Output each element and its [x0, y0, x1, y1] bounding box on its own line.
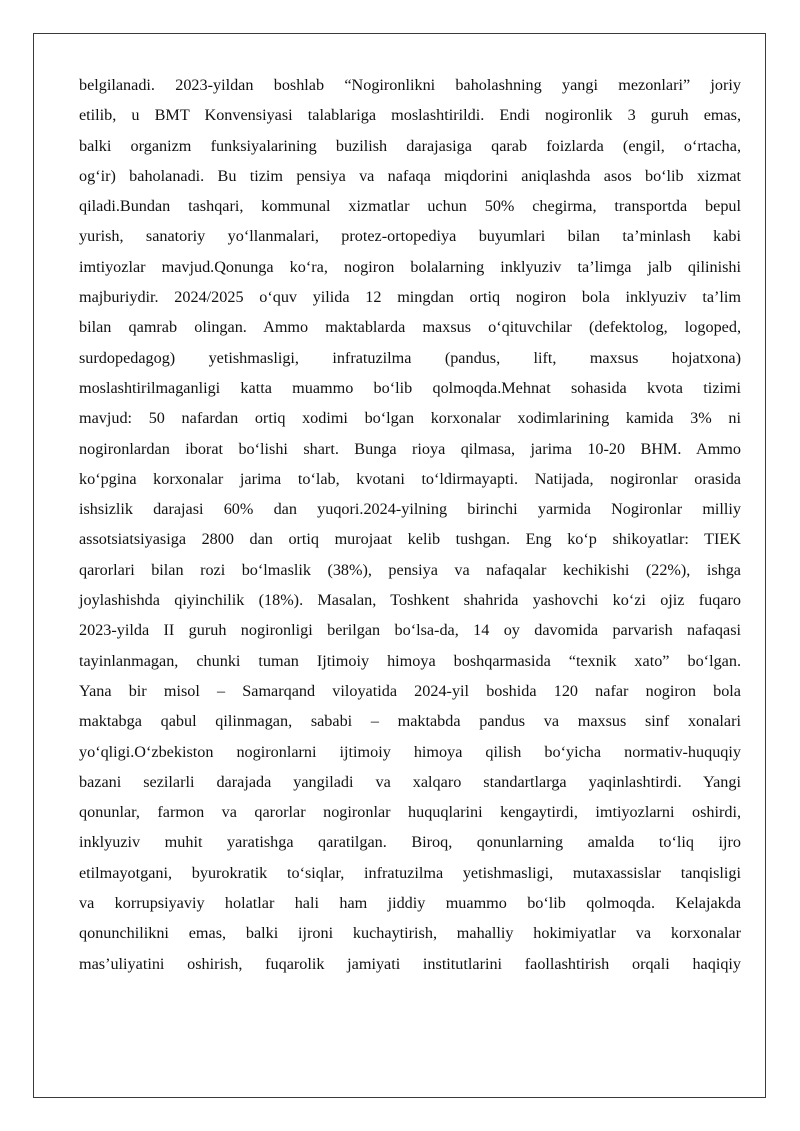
text-line: 2023-yilda II guruh nogironligi berilgan bo‘lsa-da, 14 oy davomida parvarish nafaqasi	[79, 621, 741, 640]
text-line: qiladi.Bundan tashqari, kommunal xizmatlar uchun 50% chegirma, transportda bepul	[79, 197, 741, 216]
text-line: bilan qamrab olingan. Ammo maktablarda maxsus o‘qituvchilar (defektolog, logoped,	[79, 318, 741, 337]
text-line: qonunlar, farmon va qarorlar nogironlar huquqlarini kengaytirdi, imtiyozlarni oshirdi,	[79, 803, 741, 822]
text-line: qarorlari bilan rozi bo‘lmaslik (38%), pensiya va nafaqalar kechikishi (22%), ishga	[79, 560, 741, 579]
text-line: etilmayotgani, byurokratik to‘siqlar, infratuzilma yetishmasligi, mutaxassislar tanqisligi	[79, 863, 741, 882]
text-line: belgilanadi. 2023-yildan boshlab “Nogironlikni baholashning yangi mezonlari” joriy	[79, 76, 741, 94]
text-line: etilib, u BMT Konvensiyasi talablariga moslashtirildi. Endi nogironlik 3 guruh emas,	[79, 106, 741, 125]
text-line: balki organizm funksiyalarining buzilish darajasiga qarab foizlarda (engil, o‘rtacha,	[79, 136, 741, 155]
text-line: yurish, sanatoriy yo‘llanmalari, protez-ortopediya buyumlari bilan ta’minlash kabi	[79, 227, 741, 246]
text-line: Yana bir misol – Samarqand viloyatida 2024-yil boshida 120 nafar nogiron bola	[79, 681, 741, 700]
text-line: mas’uliyatini oshirish, fuqarolik jamiyati institutlarini faollashtirish orqali haqiqiy	[79, 954, 741, 973]
text-line: imtiyozlar mavjud.Qonunga ko‘ra, nogiron bolalarning inklyuziv ta’limga jalb qilinishi	[79, 257, 741, 276]
text-line: qonunchilikni emas, balki ijroni kuchaytirish, mahalliy hokimiyatlar va korxonalar	[79, 924, 741, 943]
text-line: majburiydir. 2024/2025 o‘quv yilida 12 mingdan ortiq nogiron bola inklyuziv ta’lim	[79, 288, 741, 307]
text-line: nogironlardan iborat bo‘lishi shart. Bunga rioya qilmasa, jarima 10-20 BHM. Ammo	[79, 439, 741, 458]
text-line: moslashtirilmaganligi katta muammo bo‘lib qolmoqda.Mehnat sohasida kvota tizimi	[79, 378, 741, 397]
text-line: maktabga qabul qilinmagan, sababi – maktabda pandus va maxsus sinf xonalari	[79, 712, 741, 731]
text-line: yo‘qligi.O‘zbekiston nogironlarni ijtimoiy himoya qilish bo‘yicha normativ-huquqiy	[79, 742, 741, 761]
text-line: inklyuziv muhit yaratishga qaratilgan. Biroq, qonunlarning amalda to‘liq ijro	[79, 833, 741, 852]
text-line: surdopedagog) yetishmasligi, infratuzilma (pandus, lift, maxsus hojatxona)	[79, 348, 741, 367]
text-line: bazani sezilarli darajada yangiladi va xalqaro standartlarga yaqinlashtirdi. Yangi	[79, 772, 741, 791]
text-line: assotsiatsiyasiga 2800 dan ortiq murojaat kelib tushgan. Eng ko‘p shikoyatlar: TIEK	[79, 530, 741, 549]
text-line: tayinlanmagan, chunki tuman Ijtimoiy himoya boshqarmasida “texnik xato” bo‘lgan.	[79, 651, 741, 670]
text-line: mavjud: 50 nafardan ortiq xodimi bo‘lgan korxonalar xodimlarining kamida 3% ni	[79, 409, 741, 428]
text-line: joylashishda qiyinchilik (18%). Masalan, Toshkent shahrida yashovchi ko‘zi ojiz fuqaro	[79, 591, 741, 610]
text-line: ko‘pgina korxonalar jarima to‘lab, kvotani to‘ldirmayapti. Natijada, nogironlar orasida	[79, 469, 741, 488]
text-line: va korrupsiyaviy holatlar hali ham jiddiy muammo bo‘lib qolmoqda. Kelajakda	[79, 894, 741, 913]
document-body	[79, 70, 741, 979]
text-line: og‘ir) baholanadi. Bu tizim pensiya va nafaqa miqdorini aniqlashda asos bo‘lib xizmat	[79, 166, 741, 185]
text-line: ishsizlik darajasi 60% dan yuqori.2024-yilning birinchi yarmida Nogironlar milliy	[79, 500, 741, 519]
